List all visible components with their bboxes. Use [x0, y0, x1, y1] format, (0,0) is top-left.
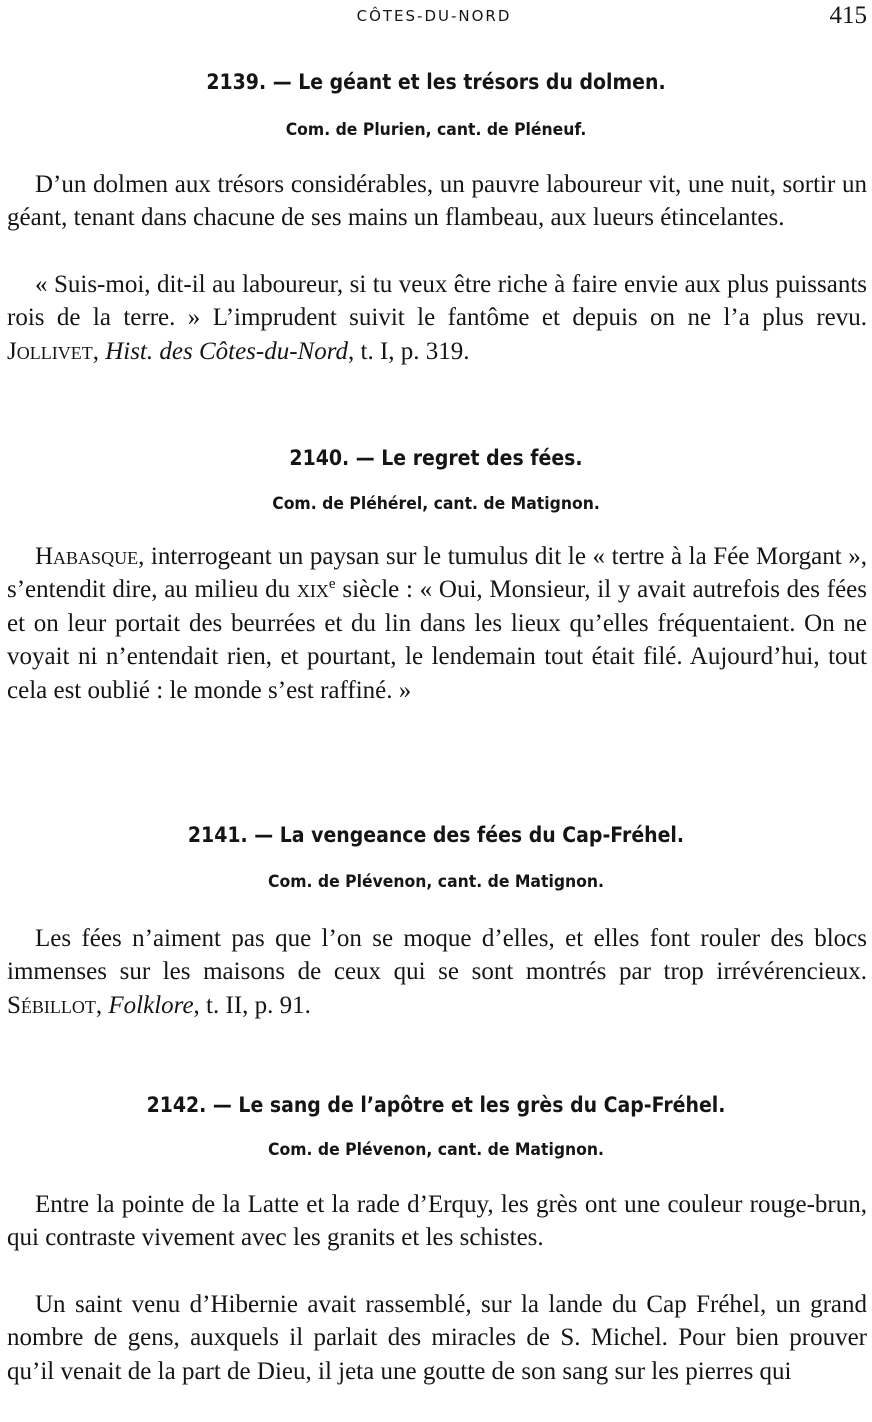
page-number: 415	[829, 2, 867, 29]
author-name: Sébillot	[7, 991, 96, 1019]
running-title: CÔTES-DU-NORD	[356, 7, 512, 25]
entry-title-2142: 2142. — Le sang de l’apôtre et les grès du Cap-Fréhel.	[146, 1093, 726, 1117]
paragraph: Habasque, interrogeant un paysan sur le tumulus dit le « tertre à la Fée Morgant », s’entendit dire, au milieu du xix$^e$ siècle : « Oui, Monsieur, il y avait autrefois des fées et on leur portait des beurrées et du lin dans les lieux qu’elles fréquentaient. On ne voyait ni n’entendait rien, et pourtant, le lendemain tout était filé. Aujourd’hui, tout cela est oublié : le monde s’est raffiné. »	[7, 543, 867, 704]
author-name: Jollivet	[7, 337, 93, 365]
entry-location-2140: Com. de Pléhérel, cant. de Matignon.	[272, 494, 600, 514]
entry-title-2141: 2141. — La vengeance des fées du Cap-Fréhel.	[187, 823, 685, 847]
entry-location-2142: Com. de Plévenon, cant. de Matignon.	[268, 1140, 604, 1160]
paragraph: Entre la pointe de la Latte et la rade d’Erquy, les grès ont une couleur rouge-brun, qui contraste vivement avec les granits et les schistes.	[7, 1191, 867, 1252]
entry-location-2141: Com. de Plévenon, cant. de Matignon.	[268, 872, 604, 892]
author-name: Habasque	[35, 543, 139, 570]
entry-title-2140: 2140. — Le regret des fées.	[289, 446, 583, 470]
entry-location-2139: Com. de Plurien, cant. de Pléneuf.	[285, 120, 587, 140]
work-title: Folklore	[108, 991, 194, 1019]
paragraph: D’un dolmen aux trésors considérables, un pauvre laboureur vit, une nuit, sortir un géant, tenant dans chacune de ses mains un flambeau, aux lueurs étincelantes.	[7, 171, 867, 232]
entry-title-2139: 2139. — Le géant et les trésors du dolmen.	[206, 70, 666, 94]
work-title: Hist. des Côtes-du-Nord	[105, 337, 349, 365]
paragraph: Les fées n’aiment pas que l’on se moque d’elles, et elles font rouler des blocs immenses sur les maisons de ceux qui se sont montrés par trop irrévérencieux. Sébillot, Folklore, t. II, p. 91.	[7, 925, 867, 1019]
running-head	[0, 4, 872, 28]
paragraph: Un saint venu d’Hibernie avait rassemblé, sur la lande du Cap Fréhel, un grand nombre de gens, auxquels il parlait des miracles de S. Michel. Pour bien prouver qu’il venait de la part de Dieu, il jeta une goutte de son sang sur les pierres qui	[7, 1291, 867, 1385]
paragraph: « Suis-moi, dit-il au laboureur, si tu veux être riche à faire envie aux plus puissants rois de la terre. » L’imprudent suivit le fantôme et depuis on ne l’a plus revu. Jollivet, Hist. des Côtes-du-Nord, t. I, p. 319.	[7, 271, 867, 365]
